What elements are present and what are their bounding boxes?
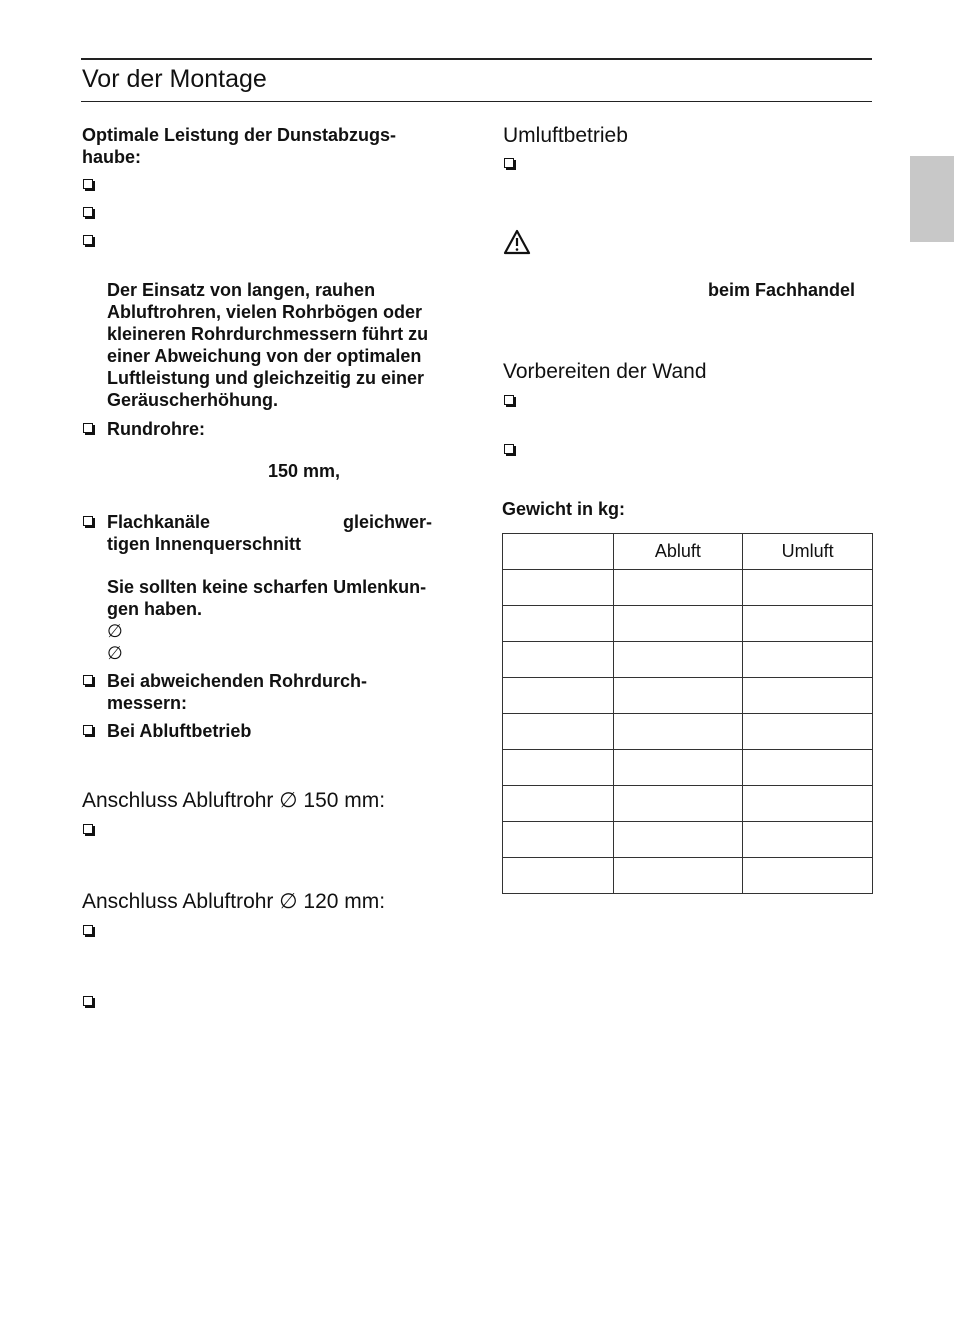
- paragraph-line: Geräuscherhöhung.: [107, 390, 279, 410]
- table-cell: [503, 714, 614, 750]
- checkbox-icon: [83, 725, 93, 735]
- paragraph-line: einer Abweichung von der optimalen: [107, 346, 422, 366]
- table-header-abluft: Abluft: [613, 534, 743, 570]
- heading-abluftrohr-150: Anschluss Abluftrohr ∅ 150 mm:: [82, 789, 386, 812]
- checkbox-icon: [83, 675, 93, 685]
- checkbox-icon: [83, 996, 93, 1006]
- pipe-paragraph: [107, 279, 452, 411]
- table-cell: [613, 606, 743, 642]
- weight-table: [502, 533, 873, 894]
- abweichend-line-1: Bei abweichenden Rohrdurch-: [107, 671, 368, 691]
- paragraph-line: Luftleistung und gleichzeitig zu einer: [107, 368, 425, 388]
- diameter-icon: ∅: [107, 643, 123, 663]
- intro-title-line-2: haube:: [82, 147, 142, 167]
- checkbox-icon: [83, 516, 93, 526]
- table-cell: [613, 714, 743, 750]
- table-row: [503, 750, 873, 786]
- checkbox-icon: [83, 207, 93, 217]
- table-cell: [503, 822, 614, 858]
- heading-abluftrohr-120: Anschluss Abluftrohr ∅ 120 mm:: [82, 890, 386, 913]
- table-cell: [613, 822, 743, 858]
- table-row: [503, 858, 873, 894]
- table-cell: [743, 858, 873, 894]
- paragraph-line: Der Einsatz von langen, rauhen: [107, 280, 376, 300]
- table-cell: [503, 858, 614, 894]
- table-cell: [743, 786, 873, 822]
- table-header-umluft: Umluft: [743, 534, 873, 570]
- paragraph-line: Abluftrohren, vielen Rohrbögen oder: [107, 302, 423, 322]
- checkbox-icon: [504, 395, 514, 405]
- table-cell: [743, 822, 873, 858]
- abweichend-line-2: messern:: [107, 693, 188, 713]
- table-row: [503, 714, 873, 750]
- table-header-cell: [503, 534, 614, 570]
- table-cell: [503, 678, 614, 714]
- table-cell: [503, 786, 614, 822]
- checkbox-icon: [83, 824, 93, 834]
- table-row: [503, 822, 873, 858]
- table-cell: [743, 570, 873, 606]
- checkbox-icon: [504, 444, 514, 454]
- table-cell: [613, 570, 743, 606]
- table-cell: [503, 642, 614, 678]
- table-cell: [503, 750, 614, 786]
- side-tab-marker: [910, 156, 954, 242]
- abluftbetrieb-label: Bei Abluftbetrieb: [107, 721, 252, 741]
- table-row: [503, 642, 873, 678]
- flachkanaele-line-2: tigen Innenquerschnitt: [107, 534, 302, 554]
- table-cell: [503, 606, 614, 642]
- header-top-rule: [81, 58, 872, 60]
- table-row: [503, 786, 873, 822]
- table-cell: [613, 858, 743, 894]
- table-cell: [613, 786, 743, 822]
- rundrohre-size: 150 mm,: [268, 461, 341, 481]
- table-row: [503, 570, 873, 606]
- umlenkungen-line-2: gen haben.: [107, 599, 203, 619]
- umlenkungen-line-1: Sie sollten keine scharfen Umlenkun-: [107, 577, 427, 597]
- table-cell: [613, 642, 743, 678]
- intro-title-line-1: Optimale Leistung der Dunstabzugs-: [82, 125, 397, 145]
- checkbox-icon: [83, 925, 93, 935]
- table-row: [503, 606, 873, 642]
- table-cell: [743, 606, 873, 642]
- table-cell: [613, 678, 743, 714]
- checkbox-icon: [504, 158, 514, 168]
- flachkanaele-label: Flachkanäle: [107, 512, 211, 532]
- rundrohre-label: Rundrohre:: [107, 419, 205, 439]
- table-cell: [503, 570, 614, 606]
- checkbox-icon: [83, 179, 93, 189]
- table-cell: [743, 714, 873, 750]
- warning-triangle-icon: [503, 229, 531, 255]
- paragraph-line: kleineren Rohrdurchmessern führt zu: [107, 324, 429, 344]
- fachhandel-text: beim Fachhandel: [708, 280, 856, 300]
- checkbox-icon: [83, 423, 93, 433]
- checkbox-icon: [83, 235, 93, 245]
- diameter-icon: ∅: [107, 621, 123, 641]
- table-header-row: [503, 534, 873, 570]
- heading-vorbereiten-wand: Vorbereiten der Wand: [503, 360, 707, 383]
- header-bottom-rule: [81, 101, 872, 102]
- weight-label: Gewicht in kg:: [502, 499, 626, 519]
- heading-umluftbetrieb: Umluftbetrieb: [503, 124, 628, 147]
- table-cell: [743, 750, 873, 786]
- page-title: Vor der Montage: [82, 65, 267, 93]
- table-cell: [743, 642, 873, 678]
- table-cell: [743, 678, 873, 714]
- flachkanaele-suffix: gleichwer-: [343, 512, 433, 532]
- table-row: [503, 678, 873, 714]
- table-cell: [613, 750, 743, 786]
